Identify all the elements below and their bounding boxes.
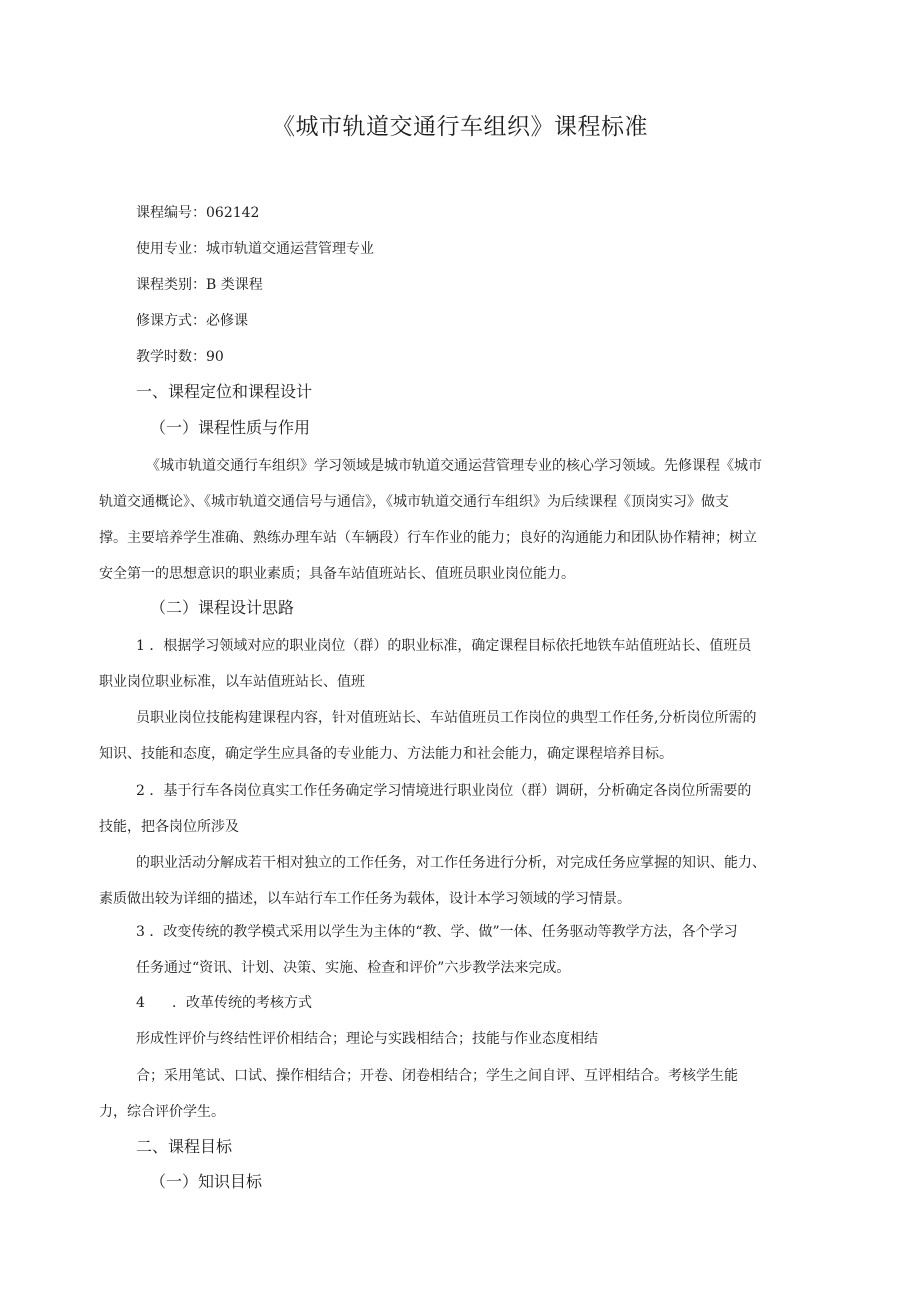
paragraph-line: 1 ．根据学习领域对应的职业岗位（群）的职业标准，确定课程目标依托地铁车站值班站长、值班员	[136, 638, 752, 654]
section-1-heading: 一、课程定位和课程设计	[136, 382, 313, 401]
section-1-1-heading: （一）课程性质与作用	[150, 418, 311, 437]
page-title: 《城市轨道交通行车组织》课程标准	[272, 114, 648, 140]
course-code: 课程编号：062142	[136, 205, 260, 221]
paragraph-line: 任务通过“资讯、计划、决策、实施、检查和评价”六步教学法来完成。	[136, 960, 571, 976]
section-2-1-heading: （一）知识目标	[150, 1172, 263, 1191]
paragraph-line: 2 ．基于行车各岗位真实工作任务确定学习情境进行职业岗位（群）调研，分析确定各岗位所需要的	[136, 783, 752, 799]
paragraph-line: 《城市轨道交通行车组织》学习领域是城市轨道交通运营管理专业的核心学习领域。先修课程《城市	[146, 458, 762, 474]
paragraph-line: 员职业岗位技能构建课程内容，针对值班站长、车站值班员工作岗位的典型工作任务,分析岗位所需的	[136, 710, 757, 726]
section-1-2-heading: （二）课程设计思路	[150, 598, 295, 617]
course-category: 课程类别：B 类课程	[136, 277, 263, 293]
paragraph-line: 职业岗位职业标准，以车站值班站长、值班	[99, 674, 365, 690]
paragraph-line: 安全第一的思想意识的职业素质；具备车站值班站长、值班员职业岗位能力。	[99, 566, 575, 582]
section-2-heading: 二、课程目标	[136, 1137, 233, 1156]
paragraph-line: 撑。主要培养学生准确、熟练办理车站（车辆段）行车作业的能力；良好的沟通能力和团队协作精神；树立	[99, 530, 757, 546]
paragraph-line: 素质做出较为详细的描述，以车站行车工作任务为载体，设计本学习领域的学习情景。	[99, 891, 631, 907]
paragraph-line: ．改革传统的考核方式	[172, 995, 312, 1011]
list-number: 4	[136, 995, 145, 1011]
paragraph-line: 3 ．改变传统的教学模式采用以学生为主体的“教、学、做”一体、任务驱动等教学方法，各个学习	[136, 924, 738, 940]
course-major: 使用专业：城市轨道交通运营管理专业	[136, 241, 374, 257]
paragraph-line: 知识、技能和态度，确定学生应具备的专业能力、方法能力和社会能力，确定课程培养目标。	[99, 746, 673, 762]
paragraph-line: 合；采用笔试、口试、操作相结合；开卷、闭卷相结合；学生之间自评、互评相结合。考核学生能	[136, 1068, 738, 1084]
course-mode: 修课方式：必修课	[136, 313, 248, 329]
paragraph-line: 形成性评价与终结性评价相结合；理论与实践相结合；技能与作业态度相结	[136, 1031, 598, 1047]
paragraph-line: 轨道交通概论》、《城市轨道交通信号与通信》，《城市轨道交通行车组织》为后续课程《顶岗实习》做支	[99, 494, 729, 510]
paragraph-line: 的职业活动分解成若干相对独立的工作任务，对工作任务进行分析，对完成任务应掌握的知识、能力、	[136, 855, 766, 871]
course-hours: 教学时数：90	[136, 349, 224, 365]
paragraph-line: 力，综合评价学生。	[99, 1104, 225, 1120]
paragraph-line: 技能，把各岗位所涉及	[99, 819, 239, 835]
